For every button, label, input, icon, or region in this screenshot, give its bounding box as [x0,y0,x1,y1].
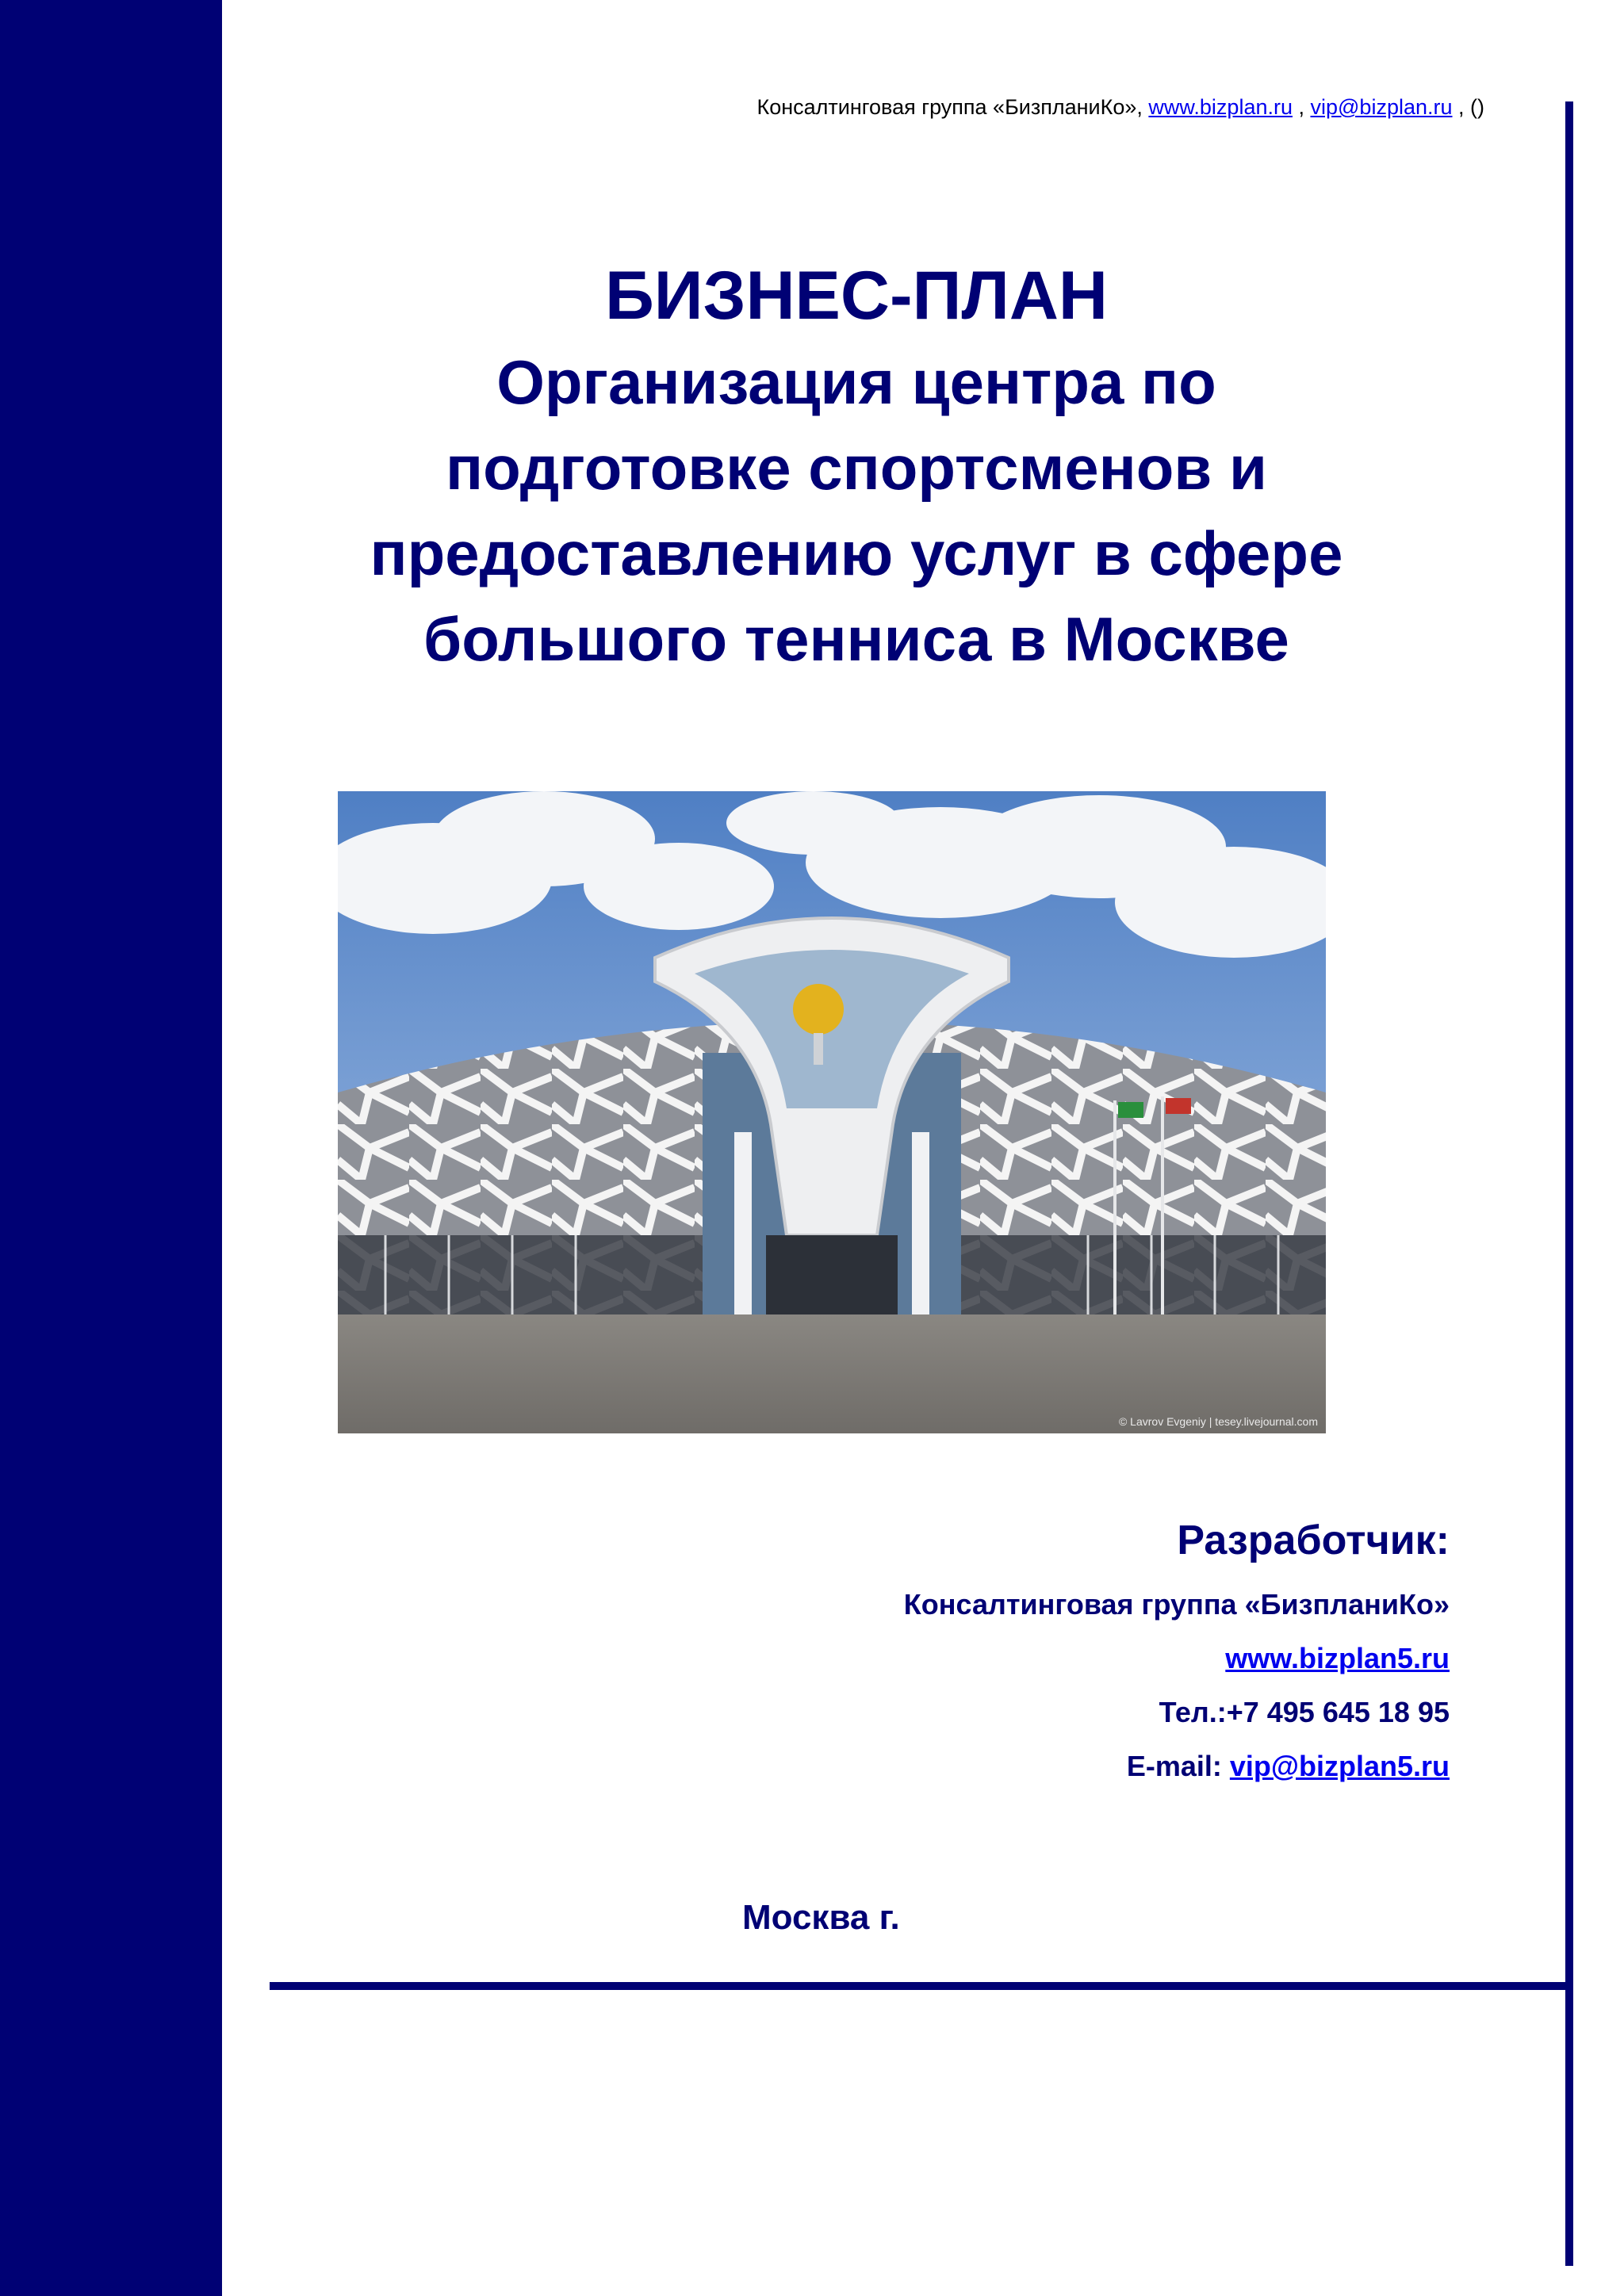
city-label: Москва г. [742,1898,900,1937]
header-suffix: , () [1452,95,1484,119]
left-side-bar [0,0,222,2296]
header-separator: , [1292,95,1311,119]
document-title-line-3: предоставлению услуг в сфере [370,519,1343,588]
document-title-line-4: большого тенниса в Москве [423,604,1289,674]
photo-watermark: © Lavrov Evgeniy | tesey.livejournal.com [1118,1415,1318,1428]
developer-heading: Разработчик: [1177,1517,1450,1563]
bottom-frame-line [270,1982,1573,1990]
developer-email-link[interactable]: vip@bizplan5.ru [1229,1750,1450,1782]
developer-company: Консалтинговая группа «БизпланиКо» [903,1588,1450,1621]
developer-block [419,1513,1450,1803]
header-email-link[interactable]: vip@bizplan.ru [1310,95,1453,119]
page-header [295,95,1484,120]
developer-email-label: E-mail: [1126,1750,1230,1782]
title-block [270,252,1443,682]
tennis-stadium-photo [338,791,1326,1433]
right-frame-line [1565,101,1573,2266]
document-title-line-1: Организация центра по [496,347,1216,417]
developer-website-link[interactable]: www.bizplan5.ru [1225,1642,1450,1674]
document-title-line-2: подготовке спортсменов и [446,433,1267,503]
header-website-link[interactable]: www.bizplan.ru [1148,95,1293,119]
header-company-text: Консалтинговая группа «БизпланиКо», [756,95,1149,119]
developer-phone: Тел.:+7 495 645 18 95 [1159,1696,1450,1728]
document-type: БИЗНЕС-ПЛАН [604,258,1109,334]
